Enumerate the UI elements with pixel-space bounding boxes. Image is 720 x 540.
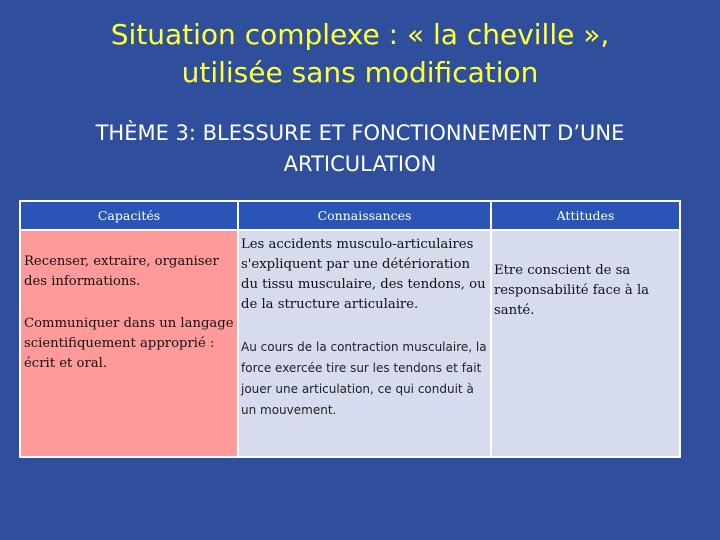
slide-title xyxy=(0,16,720,92)
theme-line-1: THÈME 3: BLESSURE ET FONCTIONNEMENT D’UNE xyxy=(95,121,625,145)
connaissance-1: Les accidents musculo-articulaires s'expliquent par une détérioration du tissu musculaire, des tendons, ou de la structure articulaire. xyxy=(241,237,486,312)
table-header-row xyxy=(20,201,680,230)
header-attitudes: Attitudes xyxy=(491,201,680,230)
cell-connaissances xyxy=(238,230,491,457)
table-row xyxy=(20,230,680,457)
capacite-1: Recenser, extraire, organiser des informations. xyxy=(24,254,219,289)
capacite-2: Communiquer dans un langage scientifiquement approprié : écrit et oral. xyxy=(24,316,234,371)
header-capacites: Capacités xyxy=(20,201,238,230)
attitude-1: Etre conscient de sa responsabilité face à la santé. xyxy=(494,263,650,318)
connaissance-2: Au cours de la contraction musculaire, la force exercée tire sur les tendons et fait jouer une articulation, ce qui conduit à un mouvement. xyxy=(241,340,487,417)
header-connaissances: Connaissances xyxy=(238,201,491,230)
cell-capacites xyxy=(20,230,238,457)
theme-heading xyxy=(0,118,720,180)
cell-attitudes xyxy=(491,230,680,457)
skills-table xyxy=(19,200,681,458)
theme-line-2: ARTICULATION xyxy=(283,152,437,176)
title-line-1: Situation complexe : « la cheville », xyxy=(110,18,610,51)
title-line-2: utilisée sans modification xyxy=(181,56,539,89)
